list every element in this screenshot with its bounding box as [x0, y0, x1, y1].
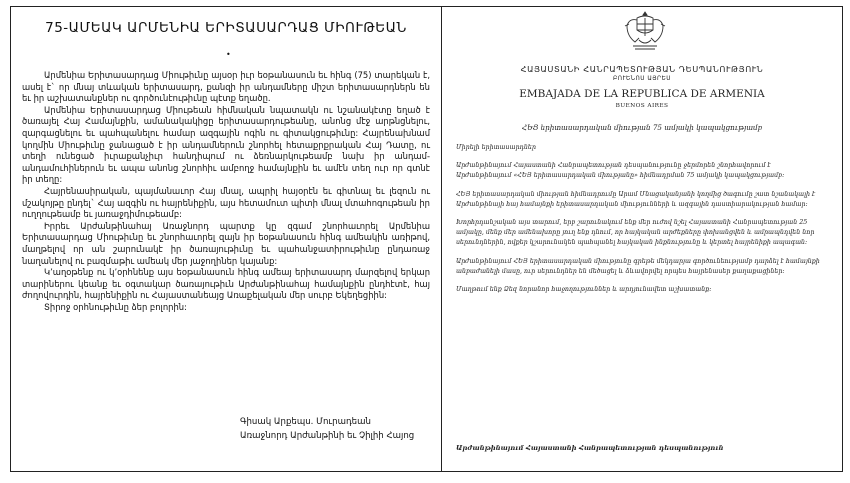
- letter-title: 75-ԱՄԵԱԿ ԱՐՄԵՆԻԱ ԵՐԻՏԱՍԱՐԴԱՑ ՄԻՈՒԹԵԱՆ: [45, 20, 407, 36]
- letter-paragraph: Արմենիա Երիտասարդաց Միութեան հիմնական նպատակն ու նշանակէտը եղած է ծառայել Հայ Համայնքին, ամանակակիցը երիտասարդութեանը, անոնց մէջ արթնցնելու, զարգացնելու եւ պահպանելու համար ազգային ոգին ու գիտակցութիւնը: Հայրենախնամ կողմին Միութիւնը ջանացած է իր անդամներուն շնորհել հետաքրքրական Հայ Դատը, ու տեղի ունեցած իւրաքանչիւր հանդիպում ու ձեռնարկութեամբ նախ իր անդամ-անդամուհիներուն եւ ապա անոնց շնորհիւ ամբողջ համայնքին եւ ամէն տեղ ուր որ գտնէ իր տեղը:: [22, 104, 430, 185]
- letter-paragraph: Խորհրդանշական այս տարում, երբ շարունակում ենք մեր ուժով նշել Հայաստանի Հանրապետության 25 ամյակը, մենք մեր ամենախորը յուղ ենք դնում, որ հայկական արժեքները փոխանցվեն և ամրապնդվեն նոր սերունդներին, ովքեր կշարունակեն պահպանել հայկական ինքնությունը և կերտել հայրենիքի ապագան:: [456, 219, 815, 247]
- left-letter-page: [14, 10, 438, 468]
- letter-paragraph: ՀԵՅ երիտասարդական միության հիմնադրումը Արամ Մնացականյանի կողմից ծագումը շատ նշանակալի է Արժանթինայի հայ համայնքի երիտասարդական միությունների և ազգային դաստիարակության համար:: [456, 190, 816, 208]
- coat-of-arms-icon: [623, 10, 667, 52]
- embassy-name-armenian: ՀԱՅԱՍՏԱՆԻ ՀԱՆՐԱՊԵՏՈՒԹՅԱՆ ԴԵՍՊԱՆՈՒԹՅՈՒՆ: [520, 64, 764, 74]
- signature-title: Առաջնորդ Արժանթինի եւ Չիլիի Հայոց: [240, 431, 415, 441]
- letter-body: [22, 70, 430, 313]
- letter-paragraph: Տիրոջ օրհնութիւնը ձեր բոլորին:: [44, 301, 187, 312]
- letter-paragraph: Արժանթինայում ՀԵՅ երիտասարդական միությունը գրեթե մեկդարյա գործունեությամբ դարձել է համայնքի անբաժանելի մասը, ուր սերունդներ են մեծացել և ձևավորվել որպես հայրենասեր քաղաքացիներ:: [456, 257, 820, 275]
- embassy-letter-body: [456, 143, 824, 303]
- letter-paragraph: Կ՚աղօթենք ու կ՚օրհնենք այս եօթանասուն հինգ ամեայ երիտասարդ մարզելով երկար տարիներու կեանք եւ օգտակար ծառայութիւն Արժանթինահայ համայնքին ընդհէտէ, հայ ժողովուրդին, հայրենիքին ու Հայաստանեայց Առաքելական մեր սուրբ Եկեղեցիին:: [22, 267, 430, 301]
- title-dot: •: [226, 50, 231, 59]
- page-divider: [441, 6, 442, 472]
- letter-paragraph: Իրրեւ Արժանթինահայ Առաջնորդ պարտք կը զգամ շնորհաւորել Արմենիա Երիտասարդաց Միութիւնը եւ շնորհաւորել զայն իր եօթանասուն հինգ ամեակին առիթով, մաղթելով որ ան շարունակէ իր ծառայութիւնը եւ պահանջատիրութիւնը ընդառաջ նաղանելով ու բազմաթիւ ամեակ մեր յաջողիներ կայանք:: [22, 220, 430, 266]
- embassy-name-spanish: EMBAJADA DE LA REPUBLICA DE ARMENIA: [519, 88, 765, 100]
- letter-paragraph: Արմենիա Երիտասարդաց Միութիւնը այսօր իւր եօթանասուն եւ հինգ (75) տարեկան է, ասել է` որ մնայ տևական երիտասարդ, քանզի իր անդամները միշտ երիտասարդներն են եւ իր աշխատանքներ ու գործունէութիւնը պէտք եղածը.: [22, 70, 430, 104]
- letter-paragraph: Հայրենասիրական, պայմանաւոր Հայ մնալ, ապրիլ հայօրէն եւ գիտնալ եւ լեզուն ու մշակոյթը ընդել` Հայ ազգին ու հայրենիքին, այս հետամուտ պիտի մնալ մտահոգութեան իր ուղղութեամբ եւ յառաջդիմութեամբ:: [22, 185, 430, 220]
- embassy-signature: Արժանթինայում Հայաստանի Հանրապետության դեսպանություն: [456, 444, 724, 452]
- letter-paragraph: Արժանթինայում Հայաստանի Հանրապետության դեսպանությունը ջերմորեն շնորհավորում է Արժանթինայում «ՀԵՅ երիտասարդական միությանը» հիմնադրման 75 ամյակի կապակցությամբ:: [456, 162, 785, 180]
- signature-name: Գիսակ Արքեպս. Մուրադեան: [240, 417, 371, 427]
- embassy-city-spanish: BUENOS AIRES: [615, 103, 669, 109]
- letter-subject: ՀԵՅ երիտասարդական միության 75 ամյակի կապակցությամբ: [521, 123, 763, 132]
- letter-paragraph: Մաղթում ենք Ձեզ նորանոր հաջողություններ և արդյունավետ աշխատանք:: [456, 286, 712, 294]
- embassy-city-armenian: ԲՈՒԵՆՈՍ ԱՅՐԵՍ: [612, 76, 672, 82]
- right-letter-page: [446, 10, 838, 468]
- letter-paragraph: Միրելի երիտասարդներ: [456, 144, 536, 151]
